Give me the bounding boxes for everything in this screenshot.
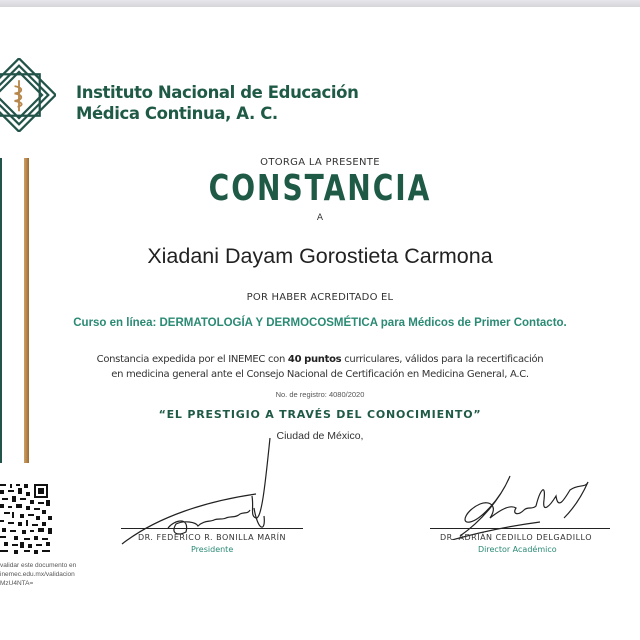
motto: “EL PRESTIGIO A TRAVÉS DEL CONOCIMIENTO” <box>158 408 482 421</box>
issued-text-prefix: Constancia expedida por el INEMEC con <box>96 354 286 365</box>
signer-role-president: Presidente <box>191 545 234 554</box>
registration-number: No. de registro: 4080/2020 <box>275 390 365 399</box>
validation-code: MzU4NTA= <box>0 580 34 587</box>
validation-qr-code[interactable] <box>0 484 52 556</box>
issue-city: Ciudad de México, <box>276 430 364 442</box>
to-label: A <box>316 213 324 223</box>
inemec-logo-icon <box>0 58 56 132</box>
issued-text-line2: en medicina general ante el Consejo Nacional de Certificación en Medicina General, A.C. <box>111 369 529 380</box>
points-label: puntos <box>304 354 342 365</box>
validation-url[interactable]: inemec.edu.mx/validacion <box>0 571 75 578</box>
window-top-edge <box>0 0 640 7</box>
points-value: 40 <box>287 354 302 365</box>
validation-text <box>0 561 76 588</box>
issued-text <box>0 352 640 382</box>
institution-name <box>76 82 358 124</box>
signer-name-president: DR. FEDERICO R. BONILLA MARÍN <box>138 533 286 542</box>
signature-director <box>440 470 600 540</box>
recipient-name: Xiadani Dayam Gorostieta Carmona <box>147 244 493 268</box>
certificate-title: CONSTANCIA <box>208 168 432 209</box>
signature-line-director <box>430 528 610 529</box>
institution-name-line1: Instituto Nacional de Educación <box>76 83 359 102</box>
issued-text-suffix: curriculares, válidos para la recertificación <box>344 354 544 365</box>
certificate-header: OTORGA LA PRESENTE <box>260 157 380 168</box>
validation-line1: validar este documento en <box>0 562 77 569</box>
signature-president <box>118 436 298 546</box>
signer-name-director: DR. ADRIÁN CEDILLO DELGADILLO <box>440 533 592 542</box>
course-title: Curso en línea: DERMATOLOGÍA Y DERMOCOSMÉTICA para Médicos de Primer Contacto. <box>73 317 567 329</box>
signature-line-president <box>121 528 303 529</box>
signer-role-director: Director Académico <box>478 545 557 554</box>
institution-name-line2: Médica Continua, A. C. <box>76 104 278 123</box>
accredited-label: POR HABER ACREDITADO EL <box>246 292 394 303</box>
